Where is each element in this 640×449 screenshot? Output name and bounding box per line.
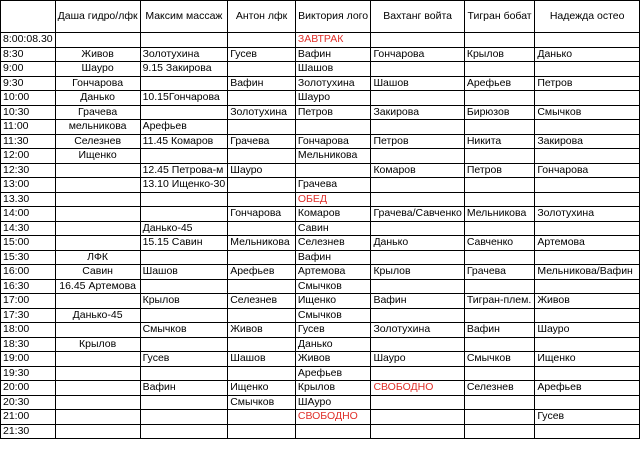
time-cell[interactable]: 12:30 bbox=[1, 163, 56, 178]
schedule-cell[interactable]: Комаров bbox=[371, 163, 464, 178]
header-cell[interactable]: Максим массаж bbox=[140, 1, 228, 33]
schedule-cell[interactable]: Смычков bbox=[464, 352, 535, 367]
table-row bbox=[1, 221, 640, 236]
table-row bbox=[1, 395, 640, 410]
schedule-cell[interactable]: Живов bbox=[295, 352, 371, 367]
schedule-cell[interactable] bbox=[464, 395, 535, 410]
time-cell[interactable]: 21:00 bbox=[1, 410, 56, 425]
schedule-cell[interactable]: Живов bbox=[535, 294, 640, 309]
schedule-cell[interactable] bbox=[535, 62, 640, 77]
schedule-cell[interactable]: Смычков bbox=[295, 308, 371, 323]
schedule-cell[interactable]: Ищенко bbox=[228, 381, 296, 396]
schedule-cell[interactable] bbox=[140, 410, 228, 425]
schedule-cell[interactable]: Вафин bbox=[228, 76, 296, 91]
schedule-cell[interactable] bbox=[55, 352, 140, 367]
table-row bbox=[1, 47, 640, 62]
time-cell[interactable]: 18:30 bbox=[1, 337, 56, 352]
schedule-cell[interactable] bbox=[535, 279, 640, 294]
schedule-cell[interactable] bbox=[228, 33, 296, 48]
schedule-cell[interactable] bbox=[535, 424, 640, 439]
time-cell[interactable]: 19:00 bbox=[1, 352, 56, 367]
schedule-cell[interactable] bbox=[228, 149, 296, 164]
schedule-cell[interactable] bbox=[228, 250, 296, 265]
schedule-cell[interactable] bbox=[140, 395, 228, 410]
schedule-cell[interactable] bbox=[55, 236, 140, 251]
schedule-cell[interactable] bbox=[464, 308, 535, 323]
schedule-cell[interactable] bbox=[140, 76, 228, 91]
time-cell[interactable]: 14:30 bbox=[1, 221, 56, 236]
schedule-cell[interactable] bbox=[228, 337, 296, 352]
time-cell[interactable]: 10:30 bbox=[1, 105, 56, 120]
schedule-cell[interactable] bbox=[140, 207, 228, 222]
schedule-cell[interactable]: Арефьев bbox=[228, 265, 296, 280]
schedule-cell[interactable]: Шашов bbox=[228, 352, 296, 367]
schedule-cell[interactable]: ЗАВТРАК bbox=[295, 33, 371, 48]
schedule-cell[interactable]: Арефьев bbox=[140, 120, 228, 135]
schedule-cell[interactable] bbox=[228, 178, 296, 193]
schedule-cell[interactable] bbox=[228, 366, 296, 381]
schedule-cell[interactable] bbox=[140, 366, 228, 381]
schedule-cell[interactable] bbox=[140, 250, 228, 265]
time-cell[interactable]: 15:00 bbox=[1, 236, 56, 251]
time-cell[interactable]: 21:30 bbox=[1, 424, 56, 439]
schedule-cell[interactable] bbox=[295, 120, 371, 135]
schedule-cell[interactable] bbox=[55, 221, 140, 236]
table-row bbox=[1, 134, 640, 149]
schedule-cell[interactable] bbox=[55, 381, 140, 396]
time-cell[interactable]: 16:30 bbox=[1, 279, 56, 294]
schedule-cell[interactable]: Мельникова bbox=[464, 207, 535, 222]
time-cell[interactable]: 13:00 bbox=[1, 178, 56, 193]
table-row bbox=[1, 308, 640, 323]
schedule-cell[interactable]: Селезнев bbox=[464, 381, 535, 396]
time-cell[interactable]: 18:00 bbox=[1, 323, 56, 338]
schedule-cell[interactable]: Вафин bbox=[140, 381, 228, 396]
schedule-cell[interactable]: Шашов bbox=[140, 265, 228, 280]
table-row bbox=[1, 91, 640, 106]
schedule-cell[interactable]: Грачева bbox=[464, 265, 535, 280]
schedule-cell[interactable]: Грачева bbox=[228, 134, 296, 149]
schedule-cell[interactable]: Шауро bbox=[535, 323, 640, 338]
schedule-cell[interactable]: Селезнев bbox=[55, 134, 140, 149]
schedule-cell[interactable]: Арефьев bbox=[464, 76, 535, 91]
schedule-cell[interactable] bbox=[464, 410, 535, 425]
table-row bbox=[1, 366, 640, 381]
table-row bbox=[1, 250, 640, 265]
schedule-cell[interactable] bbox=[535, 366, 640, 381]
schedule-cell[interactable]: Данько bbox=[55, 91, 140, 106]
schedule-cell[interactable] bbox=[464, 221, 535, 236]
schedule-cell[interactable]: Смычков bbox=[535, 105, 640, 120]
schedule-cell[interactable]: Крылов bbox=[140, 294, 228, 309]
schedule-cell[interactable] bbox=[140, 279, 228, 294]
schedule-cell[interactable]: Золотухина bbox=[295, 76, 371, 91]
schedule-cell[interactable]: Живов bbox=[55, 47, 140, 62]
schedule-cell[interactable]: 13.10 Ищенко-30 bbox=[140, 178, 228, 193]
schedule-cell[interactable]: Крылов bbox=[371, 265, 464, 280]
time-cell[interactable]: 13.30 bbox=[1, 192, 56, 207]
time-cell[interactable]: 20:00 bbox=[1, 381, 56, 396]
schedule-cell[interactable] bbox=[535, 337, 640, 352]
schedule-cell[interactable] bbox=[535, 221, 640, 236]
time-cell[interactable]: 9:30 bbox=[1, 76, 56, 91]
schedule-cell[interactable] bbox=[464, 337, 535, 352]
schedule-cell[interactable] bbox=[371, 221, 464, 236]
schedule-cell[interactable] bbox=[140, 149, 228, 164]
schedule-cell[interactable]: Смычков bbox=[295, 279, 371, 294]
schedule-cell[interactable]: Петров bbox=[535, 76, 640, 91]
schedule-cell[interactable]: Петров bbox=[464, 163, 535, 178]
schedule-cell[interactable]: 16.45 Артемова bbox=[55, 279, 140, 294]
schedule-cell[interactable] bbox=[535, 395, 640, 410]
schedule-cell[interactable]: Данько-45 bbox=[140, 221, 228, 236]
schedule-cell[interactable]: Арефьев bbox=[535, 381, 640, 396]
schedule-cell[interactable] bbox=[55, 178, 140, 193]
header-row bbox=[1, 1, 640, 33]
time-cell[interactable]: 9:00 bbox=[1, 62, 56, 77]
schedule-cell[interactable] bbox=[535, 308, 640, 323]
schedule-cell[interactable]: Петров bbox=[295, 105, 371, 120]
schedule-cell[interactable] bbox=[371, 395, 464, 410]
schedule-cell[interactable] bbox=[55, 410, 140, 425]
schedule-cell[interactable] bbox=[371, 33, 464, 48]
time-cell[interactable]: 8:00:08.30 bbox=[1, 33, 56, 48]
schedule-cell[interactable]: Гусев bbox=[140, 352, 228, 367]
schedule-cell[interactable]: Вафин bbox=[295, 47, 371, 62]
schedule-cell[interactable]: 11.45 Комаров bbox=[140, 134, 228, 149]
schedule-cell[interactable] bbox=[228, 279, 296, 294]
schedule-cell[interactable]: Мельникова bbox=[228, 236, 296, 251]
schedule-cell[interactable] bbox=[464, 424, 535, 439]
schedule-cell[interactable] bbox=[371, 91, 464, 106]
schedule-cell[interactable]: Тигран-плем. bbox=[464, 294, 535, 309]
table-row bbox=[1, 105, 640, 120]
schedule-cell[interactable]: Ищенко bbox=[535, 352, 640, 367]
schedule-cell[interactable] bbox=[55, 424, 140, 439]
schedule-cell[interactable]: Бирюзов bbox=[464, 105, 535, 120]
table-row bbox=[1, 337, 640, 352]
schedule-cell[interactable] bbox=[371, 424, 464, 439]
schedule-cell[interactable] bbox=[140, 337, 228, 352]
schedule-cell[interactable] bbox=[535, 250, 640, 265]
schedule-cell[interactable] bbox=[464, 366, 535, 381]
table-row bbox=[1, 294, 640, 309]
schedule-cell[interactable] bbox=[55, 207, 140, 222]
table-row bbox=[1, 33, 640, 48]
schedule-cell[interactable]: Селезнев bbox=[295, 236, 371, 251]
schedule-cell[interactable] bbox=[140, 33, 228, 48]
table-row bbox=[1, 236, 640, 251]
header-cell[interactable]: Тигран бобат bbox=[464, 1, 535, 33]
schedule-cell[interactable]: Золотухина bbox=[228, 105, 296, 120]
schedule-cell[interactable]: Шауро bbox=[228, 163, 296, 178]
time-cell[interactable]: 16:00 bbox=[1, 265, 56, 280]
schedule-cell[interactable]: Гончарова bbox=[55, 76, 140, 91]
schedule-cell[interactable] bbox=[371, 149, 464, 164]
schedule-cell[interactable] bbox=[140, 192, 228, 207]
time-cell[interactable]: 11:30 bbox=[1, 134, 56, 149]
schedule-cell[interactable]: Артемова bbox=[295, 265, 371, 280]
table-row bbox=[1, 410, 640, 425]
schedule-cell[interactable] bbox=[140, 105, 228, 120]
schedule-cell[interactable]: Золотухина bbox=[140, 47, 228, 62]
schedule-cell[interactable] bbox=[371, 279, 464, 294]
schedule-cell[interactable]: Арефьев bbox=[295, 366, 371, 381]
schedule-cell[interactable] bbox=[228, 410, 296, 425]
header-cell[interactable]: Антон лфк bbox=[228, 1, 296, 33]
schedule-cell[interactable] bbox=[371, 62, 464, 77]
schedule-cell[interactable] bbox=[295, 424, 371, 439]
schedule-cell[interactable] bbox=[55, 323, 140, 338]
table-row bbox=[1, 120, 640, 135]
schedule-cell[interactable]: 9.15 Закирова bbox=[140, 62, 228, 77]
schedule-cell[interactable] bbox=[228, 120, 296, 135]
time-cell[interactable]: 12:00 bbox=[1, 149, 56, 164]
schedule-cell[interactable] bbox=[228, 91, 296, 106]
schedule-cell[interactable]: Крылов bbox=[295, 381, 371, 396]
schedule-cell[interactable] bbox=[295, 163, 371, 178]
table-row bbox=[1, 178, 640, 193]
schedule-cell[interactable]: Вафин bbox=[464, 323, 535, 338]
schedule-cell[interactable] bbox=[371, 178, 464, 193]
schedule-cell[interactable] bbox=[464, 192, 535, 207]
schedule-cell[interactable]: ЛФК bbox=[55, 250, 140, 265]
schedule-cell[interactable] bbox=[55, 294, 140, 309]
schedule-cell[interactable]: мельникова bbox=[55, 120, 140, 135]
schedule-cell[interactable]: Комаров bbox=[295, 207, 371, 222]
table-row bbox=[1, 207, 640, 222]
schedule-cell[interactable] bbox=[535, 33, 640, 48]
table-row bbox=[1, 424, 640, 439]
time-cell[interactable]: 10:00 bbox=[1, 91, 56, 106]
schedule-cell[interactable] bbox=[535, 178, 640, 193]
table-row bbox=[1, 149, 640, 164]
schedule-cell[interactable]: Смычков bbox=[228, 395, 296, 410]
schedule-cell[interactable] bbox=[55, 33, 140, 48]
schedule-cell[interactable]: Гусев bbox=[228, 47, 296, 62]
schedule-cell[interactable]: Данько-45 bbox=[55, 308, 140, 323]
table-row bbox=[1, 163, 640, 178]
time-cell[interactable]: 14:00 bbox=[1, 207, 56, 222]
table-row bbox=[1, 76, 640, 91]
schedule-cell[interactable]: СВОБОДНО bbox=[295, 410, 371, 425]
schedule-cell[interactable]: 12.45 Петрова-м bbox=[140, 163, 228, 178]
schedule-cell[interactable] bbox=[55, 192, 140, 207]
schedule-cell[interactable]: Шауро bbox=[371, 352, 464, 367]
schedule-cell[interactable] bbox=[464, 250, 535, 265]
schedule-cell[interactable] bbox=[371, 192, 464, 207]
schedule-cell[interactable]: Закирова bbox=[371, 105, 464, 120]
schedule-cell[interactable]: Ищенко bbox=[55, 149, 140, 164]
schedule-cell[interactable]: Смычков bbox=[140, 323, 228, 338]
schedule-cell[interactable]: Мельникова bbox=[295, 149, 371, 164]
schedule-cell[interactable]: Никита bbox=[464, 134, 535, 149]
schedule-cell[interactable]: Мельникова/Вафин bbox=[535, 265, 640, 280]
schedule-cell[interactable] bbox=[464, 178, 535, 193]
schedule-cell[interactable]: Савин bbox=[55, 265, 140, 280]
schedule-cell[interactable] bbox=[228, 308, 296, 323]
schedule-cell[interactable]: Гончарова bbox=[535, 163, 640, 178]
schedule-cell[interactable]: Золотухина bbox=[535, 207, 640, 222]
schedule-cell[interactable]: Артемова bbox=[535, 236, 640, 251]
time-cell[interactable]: 11:00 bbox=[1, 120, 56, 135]
schedule-cell[interactable] bbox=[535, 91, 640, 106]
schedule-cell[interactable] bbox=[464, 33, 535, 48]
table-row bbox=[1, 192, 640, 207]
schedule-cell[interactable] bbox=[228, 424, 296, 439]
schedule-cell[interactable]: 15.15 Савин bbox=[140, 236, 228, 251]
schedule-cell[interactable] bbox=[464, 62, 535, 77]
schedule-cell[interactable]: Гусев bbox=[295, 323, 371, 338]
schedule-cell[interactable]: Гончарова bbox=[371, 47, 464, 62]
schedule-cell[interactable] bbox=[464, 149, 535, 164]
time-cell[interactable]: 8:30 bbox=[1, 47, 56, 62]
schedule-cell[interactable] bbox=[535, 149, 640, 164]
header-cell[interactable]: Вахтанг войта bbox=[371, 1, 464, 33]
schedule-cell[interactable]: Вафин bbox=[295, 250, 371, 265]
schedule-cell[interactable] bbox=[140, 308, 228, 323]
time-cell[interactable]: 17:30 bbox=[1, 308, 56, 323]
schedule-cell[interactable]: 10.15Гончарова bbox=[140, 91, 228, 106]
time-cell[interactable]: 19:30 bbox=[1, 366, 56, 381]
table-row bbox=[1, 265, 640, 280]
schedule-cell[interactable]: Гончарова bbox=[228, 207, 296, 222]
schedule-cell[interactable] bbox=[55, 163, 140, 178]
table-row bbox=[1, 323, 640, 338]
schedule-cell[interactable]: Вафин bbox=[371, 294, 464, 309]
schedule-cell[interactable] bbox=[371, 410, 464, 425]
time-cell[interactable]: 17:00 bbox=[1, 294, 56, 309]
schedule-cell[interactable]: Петров bbox=[371, 134, 464, 149]
schedule-cell[interactable]: Золотухина bbox=[371, 323, 464, 338]
schedule-cell[interactable] bbox=[371, 366, 464, 381]
schedule-cell[interactable]: Данько bbox=[535, 47, 640, 62]
schedule-cell[interactable]: Шашов bbox=[295, 62, 371, 77]
table-row bbox=[1, 352, 640, 367]
schedule-cell[interactable] bbox=[371, 337, 464, 352]
time-cell[interactable]: 15:30 bbox=[1, 250, 56, 265]
schedule-cell[interactable]: Грачева/Савченко bbox=[371, 207, 464, 222]
header-cell-corner[interactable] bbox=[1, 1, 56, 33]
schedule-cell[interactable]: Шауро bbox=[295, 91, 371, 106]
table-row bbox=[1, 62, 640, 77]
schedule-cell[interactable] bbox=[228, 192, 296, 207]
schedule-cell[interactable]: Крылов bbox=[464, 47, 535, 62]
schedule-cell[interactable] bbox=[464, 279, 535, 294]
header-cell[interactable]: Надежда остео bbox=[535, 1, 640, 33]
schedule-cell[interactable] bbox=[464, 91, 535, 106]
schedule-cell[interactable]: Грачева bbox=[295, 178, 371, 193]
schedule-cell[interactable] bbox=[55, 366, 140, 381]
schedule-cell[interactable]: ОБЕД bbox=[295, 192, 371, 207]
schedule-cell[interactable]: Гусев bbox=[535, 410, 640, 425]
table-row bbox=[1, 381, 640, 396]
schedule-cell[interactable] bbox=[535, 192, 640, 207]
schedule-cell[interactable]: Селезнев bbox=[228, 294, 296, 309]
header-cell[interactable]: Виктория лого bbox=[295, 1, 371, 33]
schedule-cell[interactable] bbox=[140, 424, 228, 439]
header-cell[interactable]: Даша гидро/лфк bbox=[55, 1, 140, 33]
schedule-cell[interactable]: Шауро bbox=[55, 62, 140, 77]
schedule-cell[interactable]: Гончарова bbox=[295, 134, 371, 149]
schedule-cell[interactable] bbox=[371, 308, 464, 323]
schedule-cell[interactable] bbox=[371, 120, 464, 135]
schedule-cell[interactable]: Живов bbox=[228, 323, 296, 338]
schedule-cell[interactable]: Данько bbox=[371, 236, 464, 251]
schedule-cell[interactable] bbox=[55, 395, 140, 410]
schedule-cell[interactable]: Закирова bbox=[535, 134, 640, 149]
schedule-cell[interactable] bbox=[464, 120, 535, 135]
schedule-cell[interactable]: Крылов bbox=[55, 337, 140, 352]
schedule-cell[interactable]: Грачева bbox=[55, 105, 140, 120]
schedule-cell[interactable] bbox=[228, 62, 296, 77]
schedule-cell[interactable]: СВОБОДНО bbox=[371, 381, 464, 396]
schedule-cell[interactable]: Данько bbox=[295, 337, 371, 352]
schedule-cell[interactable] bbox=[371, 250, 464, 265]
schedule-cell[interactable]: Ищенко bbox=[295, 294, 371, 309]
time-cell[interactable]: 20:30 bbox=[1, 395, 56, 410]
schedule-cell[interactable]: Шашов bbox=[371, 76, 464, 91]
schedule-cell[interactable]: Савченко bbox=[464, 236, 535, 251]
schedule-cell[interactable] bbox=[535, 120, 640, 135]
schedule-cell[interactable] bbox=[228, 221, 296, 236]
table-row bbox=[1, 279, 640, 294]
schedule-cell[interactable]: Савин bbox=[295, 221, 371, 236]
schedule-cell[interactable]: ШАуро bbox=[295, 395, 371, 410]
